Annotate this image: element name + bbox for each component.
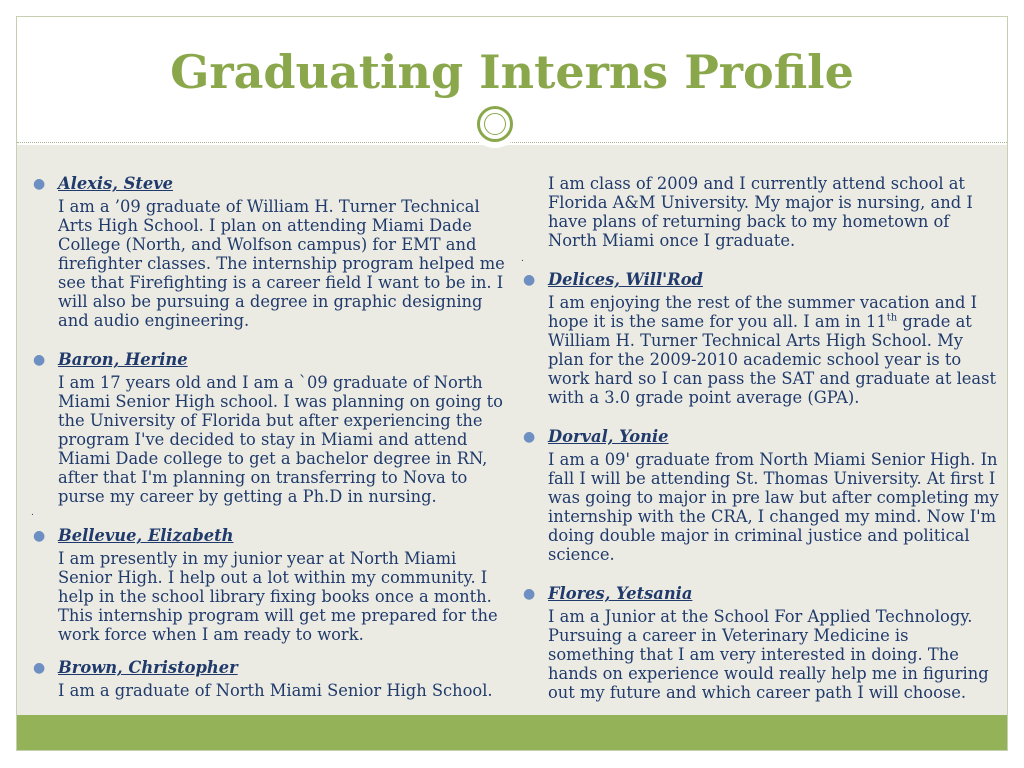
intern-description: I am 17 years old and I am a `09 graduate of North Miami Senior High school. I was planning on going to the University of Florida but after experiencing the program I've decided to stay in Miami and attend Miami Dade college to get a bachelor degree in RN, after that I'm planning on transferring to Nova to purse my career by getting a Ph.D in nursing. — [58, 373, 503, 506]
stray-dot: . — [521, 254, 524, 264]
intern-description: I am a Junior at the School For Applied Technology. Pursuing a career in Veterinary Medicine is something that I am very interested in doing. The hands on experience would really help me in figuring out my future and which career path I will choose. — [548, 607, 989, 702]
profile-entry — [520, 270, 1000, 407]
right-column — [520, 174, 1000, 702]
ornament-inner-ring — [484, 113, 506, 135]
intern-description: I am a 09' graduate from North Miami Senior High. In fall I will be attending St. Thomas University. At first I was going to major in pre law but after completing my internship with the CRA, I changed my mind. Now I'm doing double major in criminal justice and political science. — [548, 450, 999, 564]
stray-dot: . — [31, 508, 34, 518]
intern-name: Flores, Yetsania — [548, 584, 693, 603]
bullet-icon: ● — [33, 352, 46, 368]
title-divider — [17, 142, 1007, 143]
bullet-icon: ● — [523, 429, 536, 445]
bullet-icon: ● — [33, 176, 46, 192]
profile-entry — [520, 584, 1000, 702]
left-column — [30, 174, 510, 700]
bullet-icon: ● — [523, 272, 536, 288]
slide-title: Graduating Interns Profile — [170, 45, 854, 99]
bullet-icon: ● — [33, 528, 46, 544]
intern-description: I am enjoying the rest of the summer vacation and I hope it is the same for you all. I am in 11th grade at William H. Turner Technical Arts High School. My plan for the 2009-2010 academic school year is to work hard so I can pass the SAT and graduate at least with a 3.0 grade point average (GPA). — [548, 293, 997, 407]
profile-entry — [520, 427, 1000, 564]
profile-entry — [30, 658, 510, 700]
intern-name: Bellevue, Elizabeth — [58, 526, 234, 545]
profile-entry — [30, 350, 510, 506]
footer-bar — [17, 715, 1007, 750]
intern-name: Baron, Herine — [58, 350, 188, 369]
intern-description: I am a ’09 graduate of William H. Turner Technical Arts High School. I plan on attending Miami Dade College (North, and Wolfson campus) for EMT and firefighter classes. The internship program helped me see that Firefighting is a career field I want to be in. I will also be pursuing a degree in graphic designing and audio engineering. — [58, 197, 505, 330]
intern-description: I am presently in my junior year at North Miami Senior High. I help out a lot within my community. I help in the school library fixing books once a month. This internship program will get me prepared for the work force when I am ready to work. — [58, 549, 498, 644]
bullet-icon: ● — [523, 586, 536, 602]
continued-description: I am class of 2009 and I currently attend school at Florida A&M University. My major is nursing, and I have plans of returning back to my hometown of North Miami once I graduate. — [548, 174, 973, 250]
intern-name: Delices, Will'Rod — [548, 270, 703, 289]
profile-entry — [30, 174, 510, 330]
intern-description: I am a graduate of North Miami Senior High School. — [58, 681, 493, 700]
intern-name: Dorval, Yonie — [548, 427, 669, 446]
intern-name: Alexis, Steve — [58, 174, 174, 193]
bullet-icon: ● — [33, 660, 46, 676]
profile-entry — [30, 526, 510, 644]
intern-name: Brown, Christopher — [58, 658, 238, 677]
